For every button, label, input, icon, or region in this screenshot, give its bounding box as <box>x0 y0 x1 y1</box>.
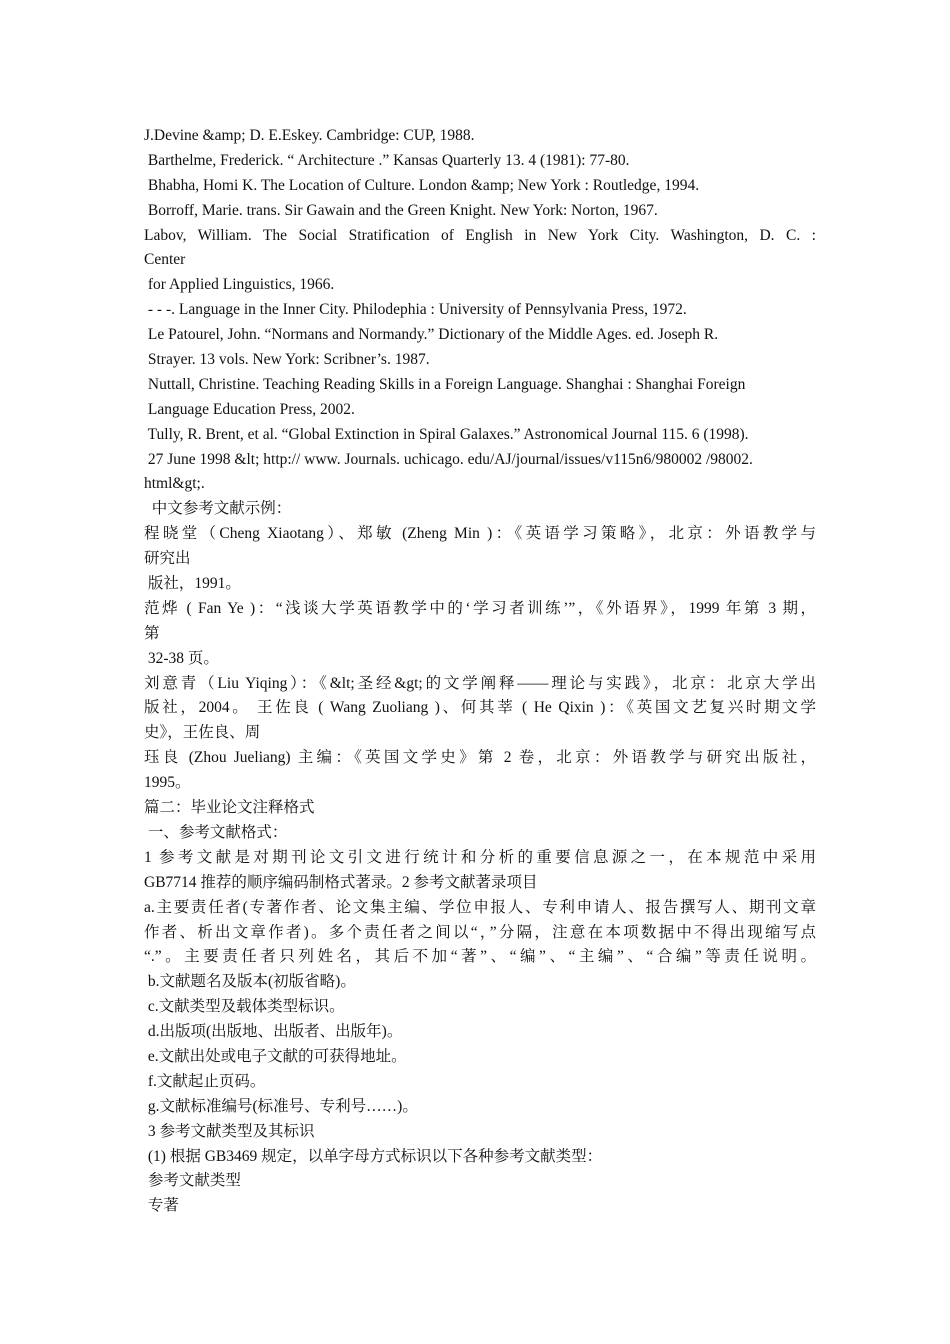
text-line-9: Le Patourel, John. “Normans and Normandy.” Dictionary of the Middle Ages. ed. Joseph R. <box>144 326 719 344</box>
text-line-41: 3 参考文献类型及其标识 <box>144 1122 315 1140</box>
text-line-34: “.”。主要责任者只列姓名，其后不加“著”、“编”、“主编”、“合编”等责任说明。 <box>144 948 816 966</box>
text-line-13: Tully, R. Brent, et al. “Global Extinction in Spiral Galaxes.” Astronomical Journal 115. 6 (1998). <box>144 425 749 443</box>
document-body <box>144 124 816 1219</box>
text-line-2: Barthelme, Frederick. “ Architecture .” Kansas Quarterly 13. 4 (1981): 77-80. <box>144 151 630 169</box>
text-line-7: for Applied Linguistics, 1966. <box>144 276 335 294</box>
text-line-5: Labov, William. The Social Stratification of English in New York City. Washington, D. C. : <box>144 226 816 244</box>
text-line-15: html&gt;. <box>144 475 205 493</box>
text-line-22: 32-38 页。 <box>144 649 219 667</box>
text-line-24: 版社，2004。 王佐良 ( Wang Zuoliang )、何其莘 ( He Qixin )：《英国文艺复兴时期文学 <box>144 699 816 717</box>
text-line-18: 研究出 <box>144 550 191 568</box>
text-line-32: a.主要责任者(专著作者、论文集主编、学位申报人、专利申请人、报告撰写人、期刊文章 <box>144 898 816 916</box>
text-line-11: Nuttall, Christine. Teaching Reading Skills in a Foreign Language. Shanghai : Shanghai Foreign <box>144 375 746 393</box>
text-line-42: (1) 根据 GB3469 规定，以单字母方式标识以下各种参考文献类型： <box>144 1147 603 1165</box>
text-line-35: b.文献题名及版本(初版省略)。 <box>144 973 356 991</box>
text-line-43: 参考文献类型 <box>144 1172 241 1190</box>
text-line-14: 27 June 1998 &lt; http:// www. Journals. uchicago. edu/AJ/journal/issues/v115n6/980002 /98002. <box>144 450 753 468</box>
text-line-27: 1995。 <box>144 774 191 792</box>
text-line-6: Center <box>144 251 186 269</box>
text-line-25: 史》，王佐良、周 <box>144 724 261 742</box>
text-line-29: 一、参考文献格式： <box>144 823 288 841</box>
text-line-36: c.文献类型及载体类型标识。 <box>144 998 345 1016</box>
text-line-40: g.文献标准编号(标准号、专利号……)。 <box>144 1097 418 1115</box>
text-line-28: 篇二：毕业论文注释格式 <box>144 799 315 817</box>
text-line-38: e.文献出处或电子文献的可获得地址。 <box>144 1047 407 1065</box>
text-line-23: 刘意青（Liu Yiqing）：《&lt;圣经&gt;的文学阐释——理论与实践》，北京：北京大学出 <box>144 674 816 692</box>
text-line-26: 珏良 (Zhou Jueliang) 主编：《英国文学史》第 2 卷，北京：外语教学与研究出版社， <box>144 749 816 767</box>
text-line-30: 1 参考文献是对期刊论文引文进行统计和分析的重要信息源之一，在本规范中采用 <box>144 848 816 866</box>
text-line-1: J.Devine &amp; D. E.Eskey. Cambridge: CUP, 1988. <box>144 127 475 144</box>
text-line-39: f.文献起止页码。 <box>144 1072 266 1090</box>
text-line-17: 程晓堂（Cheng Xiaotang）、郑敏 (Zheng Min )：《英语学习策略》，北京：外语教学与 <box>144 525 816 543</box>
text-line-44: 专著 <box>144 1197 179 1215</box>
text-line-4: Borroff, Marie. trans. Sir Gawain and the Green Knight. New York: Norton, 1967. <box>144 201 658 219</box>
text-line-10: Strayer. 13 vols. New York: Scribner’s. 1987. <box>144 351 430 369</box>
text-line-33: 作者、析出文章作者)。多个责任者之间以“，”分隔，注意在本项数据中不得出现缩写点 <box>144 923 816 941</box>
text-line-8: - - -. Language in the Inner City. Philodephia : University of Pennsylvania Press, 1972. <box>144 301 687 319</box>
text-line-12: Language Education Press, 2002. <box>144 400 355 418</box>
text-line-20: 范烨 ( Fan Ye )：“浅谈大学英语教学中的‘学习者训练’”，《外语界》，1999 年第 3 期， <box>144 599 816 617</box>
text-line-16: 中文参考文献示例： <box>144 500 292 518</box>
text-line-31: GB7714 推荐的顺序编码制格式著录。2 参考文献著录项目 <box>144 873 538 891</box>
text-line-3: Bhabha, Homi K. The Location of Culture. London &amp; New York : Routledge, 1994. <box>144 176 700 194</box>
text-line-21: 第 <box>144 624 160 642</box>
text-line-19: 版社，1991。 <box>144 575 241 593</box>
text-line-37: d.出版项(出版地、出版者、出版年)。 <box>144 1023 403 1041</box>
